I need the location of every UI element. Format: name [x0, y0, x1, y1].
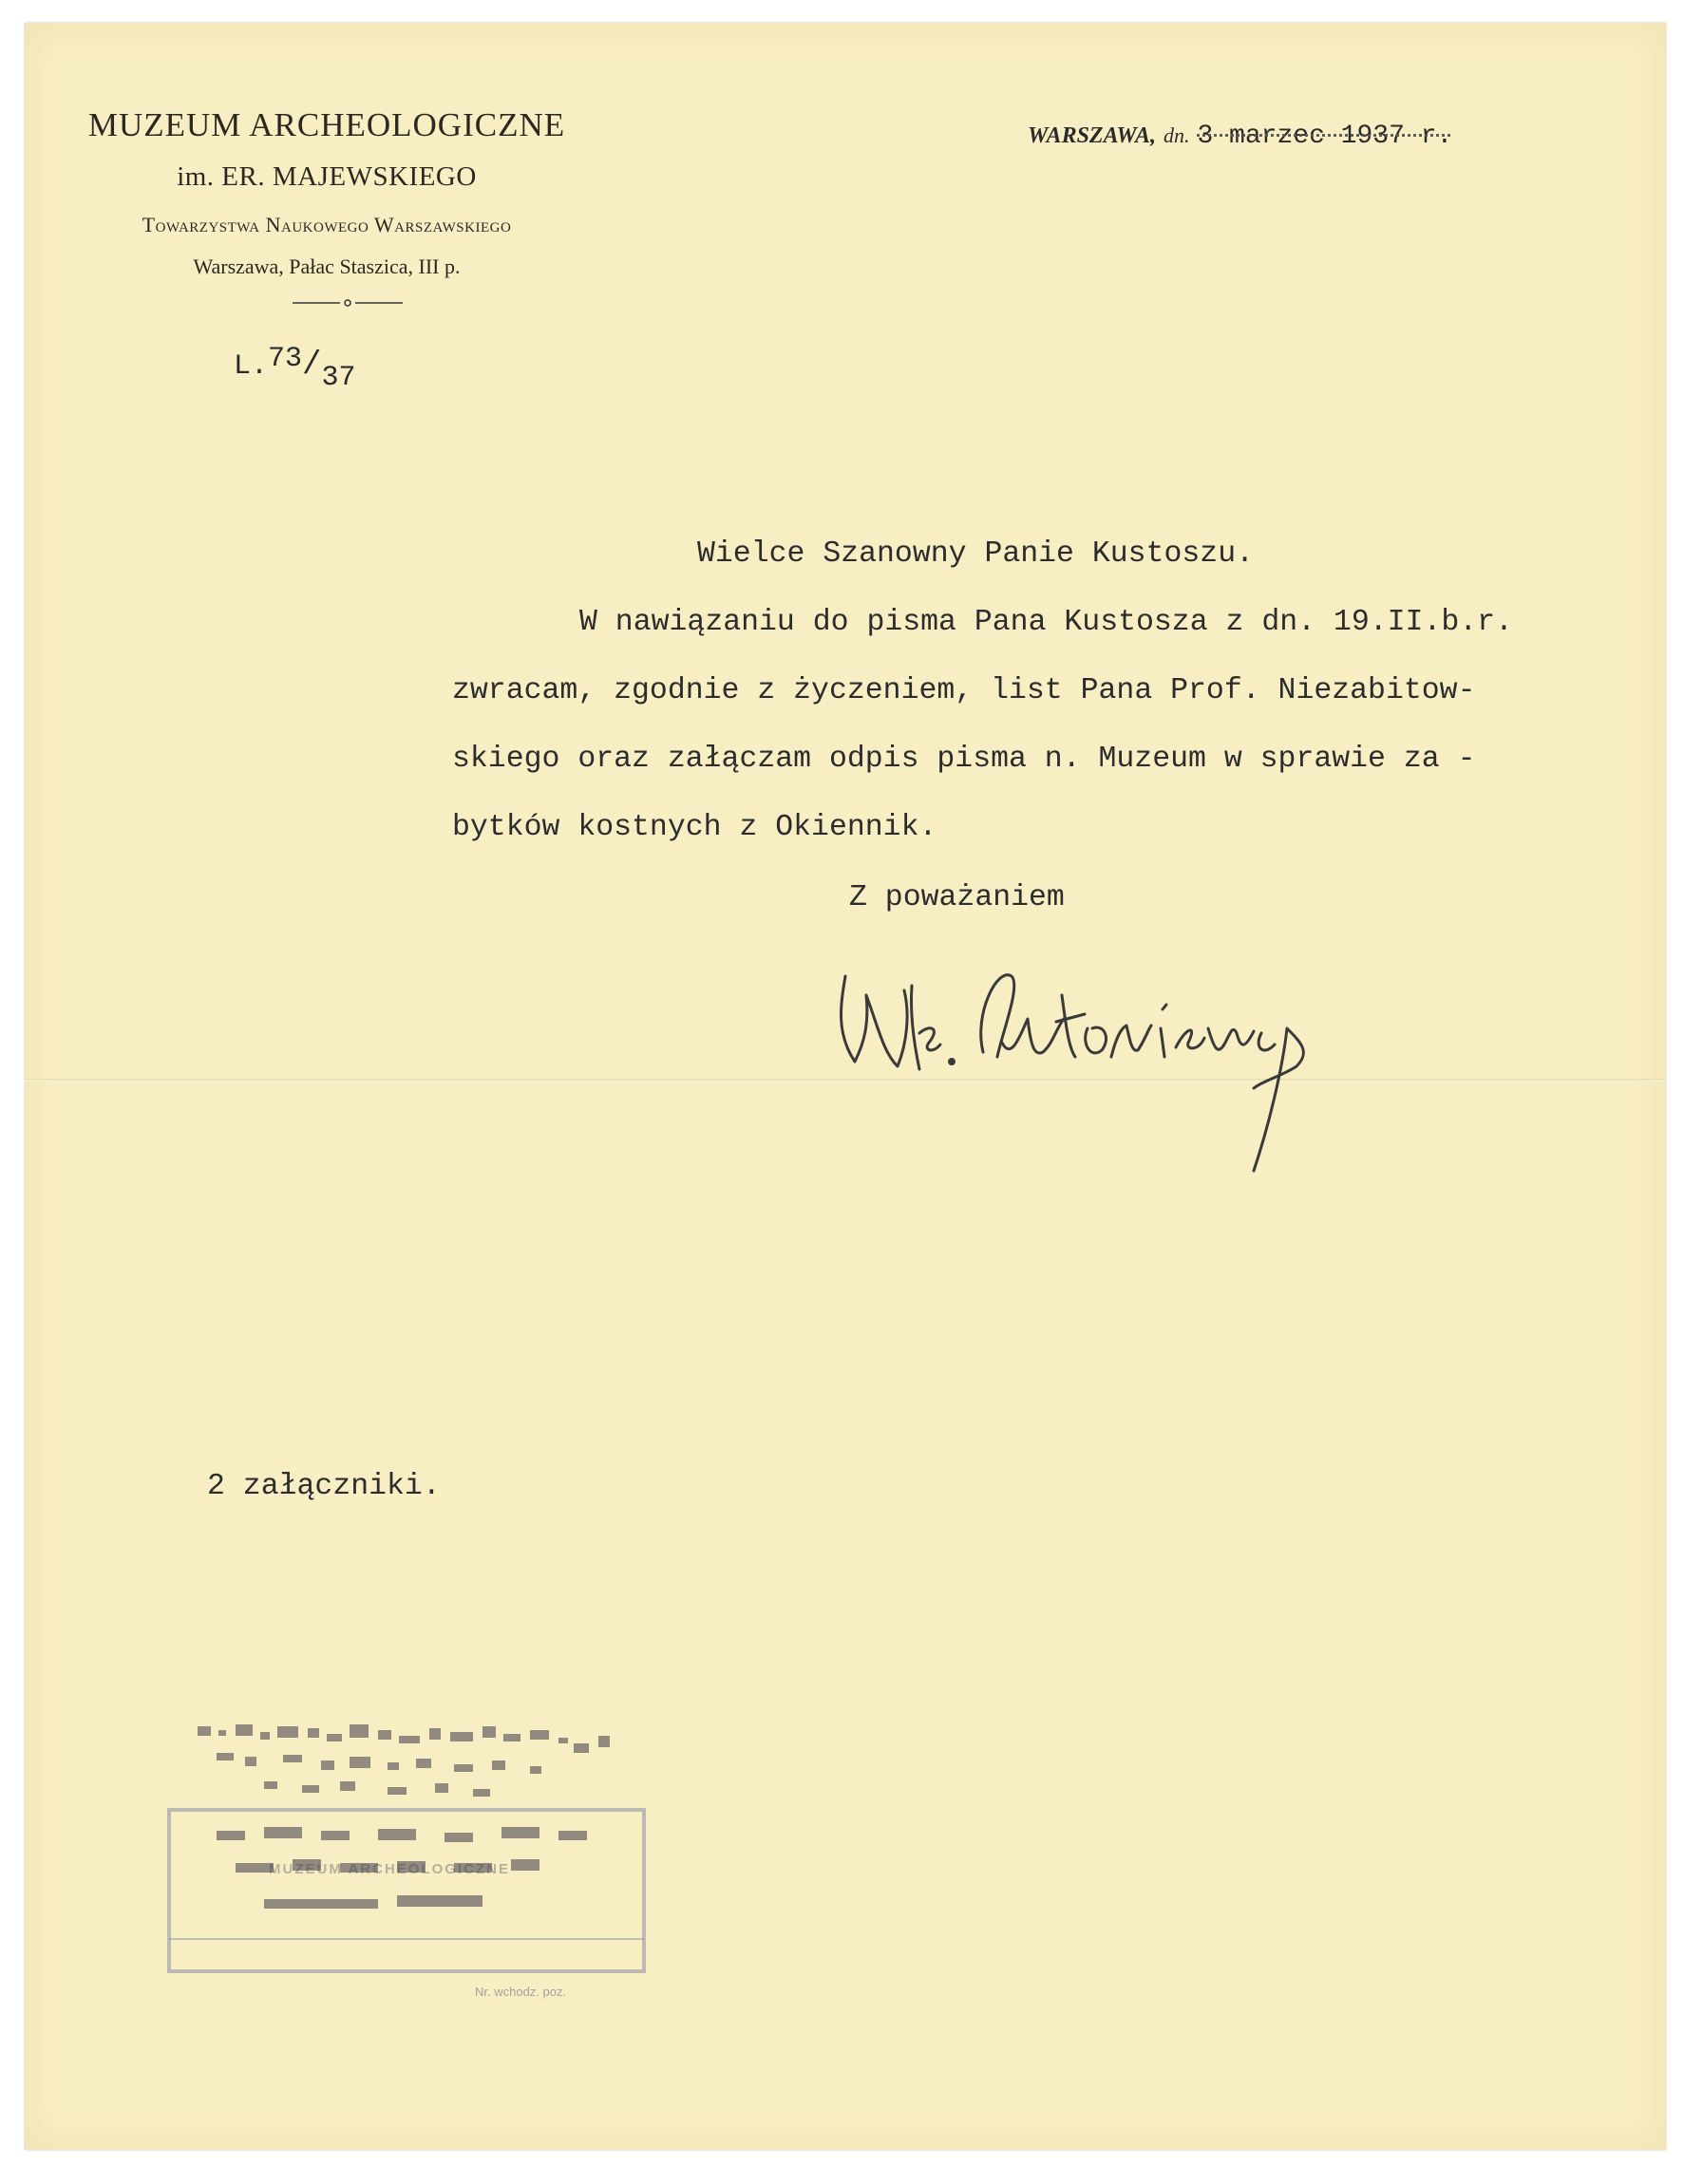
dateline-city: WARSZAWA, — [1028, 123, 1156, 148]
faded-stamp — [160, 1719, 653, 1977]
dateline — [1028, 122, 1452, 151]
stamp-footer: Nr. wchodz. poz. — [475, 1985, 567, 1999]
letterhead-society: Towarzystwa Naukowego Warszawskiego — [142, 213, 512, 236]
body-line: zwracam, zgodnie z życzeniem, list Pana Prof. Niezabitow- — [452, 674, 1476, 707]
reference-prefix: L. — [234, 350, 269, 383]
reference-num: 73 — [268, 343, 303, 375]
closing: Z poważaniem — [849, 881, 1065, 914]
letterhead-patron: im. ER. MAJEWSKIEGO — [177, 161, 477, 192]
reference-year: 37 — [321, 362, 356, 394]
dateline-dn: dn. — [1163, 123, 1190, 147]
letterhead-ornament — [291, 298, 405, 308]
handwritten-signature — [807, 938, 1339, 1195]
reference-number — [234, 343, 356, 394]
reference-slash: / — [302, 348, 322, 384]
letterhead-address: Warszawa, Pałac Staszica, III p. — [193, 254, 461, 278]
dateline-date: 3 marzec 1937 r. — [1197, 122, 1453, 151]
letterhead-institution: MUZEUM ARCHEOLOGICZNE — [87, 106, 566, 143]
salutation: Wielce Szanowny Panie Kustoszu. — [697, 537, 1254, 571]
body-line: bytków kostnych z Okiennik. — [452, 811, 937, 844]
stamp-text: MUZEUM ARCHEOLOGICZNE — [269, 1861, 510, 1877]
body-line: W nawiązaniu do pisma Pana Kustosza z dn. 19.II.b.r. — [579, 606, 1513, 639]
enclosures-note: 2 załączniki. — [207, 1470, 441, 1503]
body-line: skiego oraz załączam odpis pisma n. Muzeum w sprawie za - — [452, 743, 1476, 776]
